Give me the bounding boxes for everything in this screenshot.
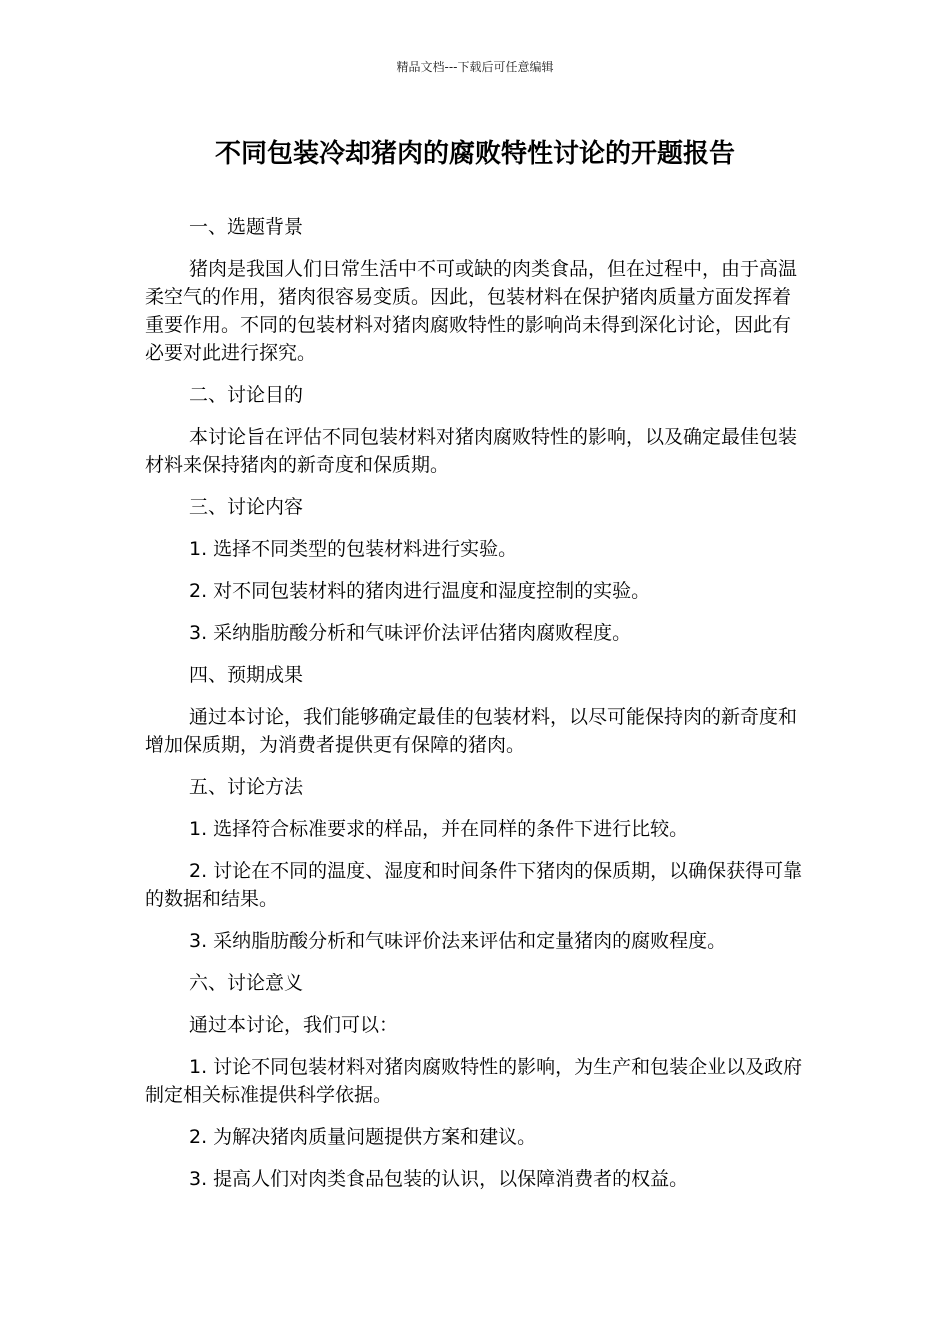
list-item: 2. 为解决猪肉质量问题提供方案和建议。 (189, 1126, 537, 1148)
list-item: 1. 讨论不同包装材料对猪肉腐败特性的影响，为生产和包装企业以及政府制定相关标准提供科学依据。 (145, 1056, 803, 1106)
section-heading-purpose: 二、讨论目的 (189, 384, 304, 406)
header-note: 精品文档---下载后可任意编辑 (396, 60, 554, 74)
list-item: 1. 选择不同类型的包装材料进行实验。 (189, 538, 518, 560)
list-item: 2. 对不同包装材料的猪肉进行温度和湿度控制的实验。 (189, 580, 651, 602)
section-heading-significance: 六、讨论意义 (189, 972, 304, 994)
paragraph-purpose: 本讨论旨在评估不同包装材料对猪肉腐败特性的影响，以及确定最佳包装材料来保持猪肉的新奇度和保质期。 (145, 426, 798, 476)
list-item: 3. 采纳脂肪酸分析和气味评价法来评估和定量猪肉的腐败程度。 (189, 930, 727, 952)
document-body (145, 213, 807, 1207)
list-item: 2. 讨论在不同的温度、湿度和时间条件下猪肉的保质期，以确保获得可靠的数据和结果。 (145, 860, 803, 910)
section-heading-content: 三、讨论内容 (189, 496, 304, 518)
list-item: 3. 提高人们对肉类食品包装的认识，以保障消费者的权益。 (189, 1168, 689, 1190)
paragraph-significance-intro: 通过本讨论，我们可以： (189, 1014, 399, 1036)
paragraph-outcomes: 通过本讨论，我们能够确定最佳的包装材料，以尽可能保持肉的新奇度和增加保质期，为消费者提供更有保障的猪肉。 (145, 706, 798, 756)
section-heading-methods: 五、讨论方法 (189, 776, 304, 798)
list-item: 3. 采纳脂肪酸分析和气味评价法评估猪肉腐败程度。 (189, 622, 632, 644)
document-title: 不同包装冷却猪肉的腐败特性讨论的开题报告 (214, 139, 735, 169)
section-heading-background: 一、选题背景 (189, 216, 304, 238)
section-heading-outcomes: 四、预期成果 (189, 664, 304, 686)
list-item: 1. 选择符合标准要求的样品，并在同样的条件下进行比较。 (189, 818, 689, 840)
paragraph-background: 猪肉是我国人们日常生活中不可或缺的肉类食品，但在过程中，由于高温柔空气的作用，猪肉很容易变质。因此，包装材料在保护猪肉质量方面发挥着重要作用。不同的包装材料对猪肉腐败特性的影响尚未得到深化讨论，因此有必要对此进行探究。 (145, 258, 798, 364)
